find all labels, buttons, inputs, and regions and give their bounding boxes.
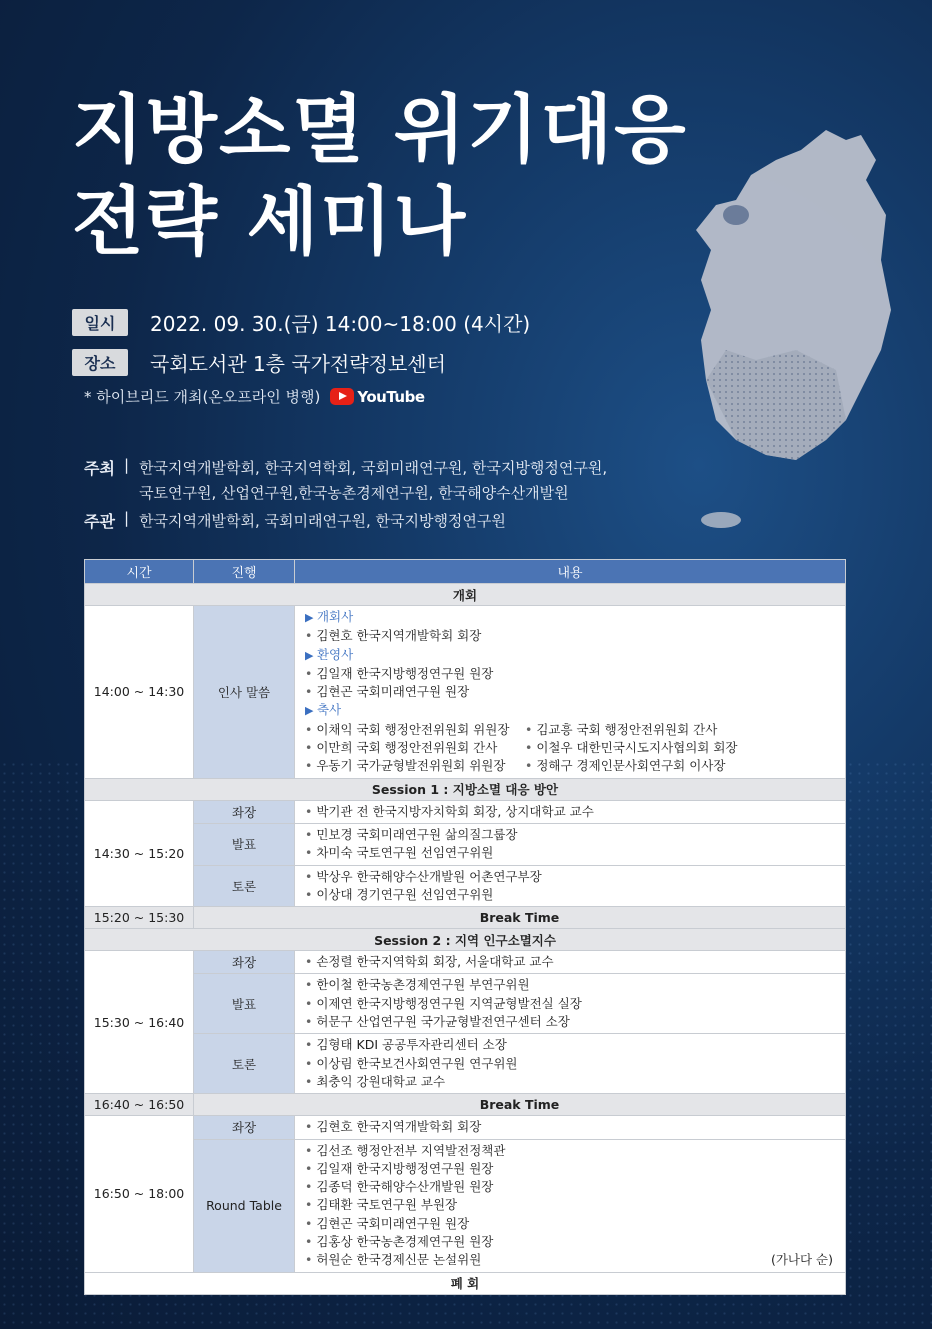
role-cell: 토론 [194, 1034, 295, 1094]
list-item: • 김현곤 국회미래연구원 원장 [305, 1215, 835, 1233]
opening-speech-heading: ▶ 개회사 [305, 608, 835, 627]
congrats-heading: ▶ 축사 [305, 701, 835, 720]
content-cell [295, 606, 846, 779]
break-row: Break Time [194, 1094, 846, 1116]
list-item: • 우동기 국가균형발전위원회 위원장 [305, 757, 525, 775]
time-cell: 14:00 ~ 14:30 [85, 606, 194, 779]
list-item: • 김일재 한국지방행정연구원 원장 [305, 1160, 835, 1178]
role-cell: 토론 [194, 865, 295, 907]
list-item: • 이상림 한국보건사회연구원 연구위원 [305, 1055, 835, 1073]
list-item: • 김현호 한국지역개발학회 회장 [305, 1118, 835, 1136]
content-cell [295, 800, 846, 823]
host-label: 주최 [84, 459, 115, 478]
closing-row: 폐 회 [85, 1272, 846, 1294]
header-time: 시간 [85, 560, 194, 584]
order-note: (가나다 순) [770, 1251, 833, 1267]
list-item: • 이상대 경기연구원 선임연구위원 [305, 886, 835, 904]
role-cell: 발표 [194, 823, 295, 865]
title-line-2: 전략 세미나 [72, 179, 468, 265]
korea-map-illustration [676, 120, 906, 540]
content-cell [295, 1034, 846, 1094]
break-time-cell: 15:20 ~ 15:30 [85, 907, 194, 929]
list-item: • 허문구 산업연구원 국가균형발전연구센터 소장 [305, 1013, 835, 1031]
role-cell: 좌장 [194, 800, 295, 823]
time-cell: 16:50 ~ 18:00 [85, 1116, 194, 1272]
youtube-logo [330, 388, 424, 406]
header-role: 진행 [194, 560, 295, 584]
content-cell [295, 865, 846, 907]
place-row [72, 348, 446, 377]
content-cell [295, 974, 846, 1034]
hybrid-note [84, 386, 425, 407]
header-content: 내용 [295, 560, 846, 584]
organizer-text: 한국지역개발학회, 국회미래연구원, 한국지방행정연구원 [139, 512, 506, 530]
list-item: • 김일재 한국지방행정연구원 원장 [305, 665, 835, 683]
hybrid-note-text: * 하이브리드 개최(온오프라인 병행) [84, 388, 321, 406]
place-text: 국회도서관 1층 국가전략정보센터 [150, 352, 446, 376]
list-item: • 손정렬 한국지역학회 회장, 서울대학교 교수 [305, 953, 835, 971]
list-item: • 한이철 한국농촌경제연구원 부연구위원 [305, 976, 835, 994]
table-header-row [85, 560, 846, 584]
role-cell: 인사 말씀 [194, 606, 295, 779]
session1-row: Session 1 : 지방소멸 대응 방안 [85, 778, 846, 800]
list-item: • 차미숙 국토연구원 선임연구위원 [305, 844, 835, 862]
content-cell [295, 1139, 846, 1272]
host-block [84, 456, 607, 506]
poster-title [72, 84, 688, 268]
list-item: • 김종덕 한국해양수산개발원 원장 [305, 1178, 835, 1196]
date-tag: 일시 [72, 309, 128, 336]
place-tag: 장소 [72, 349, 128, 376]
date-text: 2022. 09. 30.(금) 14:00~18:00 (4시간) [150, 312, 531, 336]
list-item: • 김현호 한국지역개발학회 회장 [305, 627, 835, 645]
list-item: • 김교흥 국회 행정안전위원회 간사 [525, 721, 745, 739]
divider: | [124, 509, 130, 527]
date-row [72, 308, 530, 337]
time-cell: 15:30 ~ 16:40 [85, 951, 194, 1094]
program-table [84, 559, 846, 1295]
list-item: • 김현곤 국회미래연구원 원장 [305, 683, 835, 701]
list-item: • 이제연 한국지방행정연구원 지역균형발전실 실장 [305, 995, 835, 1013]
list-item: • 김홍상 한국농촌경제연구원 원장 [305, 1233, 835, 1251]
youtube-label: YouTube [357, 387, 425, 406]
list-item: • 이철우 대한민국시도지사협의회 회장 [525, 739, 745, 757]
list-item: • 정해구 경제인문사회연구회 이사장 [525, 757, 745, 775]
list-item: • 민보경 국회미래연구원 삶의질그룹장 [305, 826, 835, 844]
content-cell [295, 823, 846, 865]
title-line-1: 지방소멸 위기대응 [72, 87, 688, 173]
host-line-1: 한국지역개발학회, 한국지역학회, 국회미래연구원, 한국지방행정연구원, [139, 459, 608, 477]
role-cell: 좌장 [194, 1116, 295, 1139]
list-item: • 김선조 행정안전부 지역발전정책관 [305, 1142, 835, 1160]
list-item: • 김형태 KDI 공공투자관리센터 소장 [305, 1036, 835, 1054]
role-cell: 발표 [194, 974, 295, 1034]
break-row: Break Time [194, 907, 846, 929]
list-item: • 박상우 한국해양수산개발원 어촌연구부장 [305, 868, 835, 886]
list-item: • 허원순 한국경제신문 논설위원 [305, 1251, 835, 1269]
list-item: • 이만희 국회 행정안전위원회 간사 [305, 739, 525, 757]
host-line-2: 국토연구원, 산업연구원,한국농촌경제연구원, 한국해양수산개발원 [139, 484, 569, 502]
organizer-block [84, 509, 506, 534]
list-item: • 최충익 강원대학교 교수 [305, 1073, 835, 1091]
time-cell: 14:30 ~ 15:20 [85, 800, 194, 906]
session2-row: Session 2 : 지역 인구소멸지수 [85, 929, 846, 951]
youtube-play-icon [330, 388, 354, 405]
welcome-heading: ▶ 환영사 [305, 646, 835, 665]
organizer-label: 주관 [84, 512, 115, 531]
list-item: • 박기관 전 한국지방자치학회 회장, 상지대학교 교수 [305, 803, 835, 821]
role-cell: 좌장 [194, 951, 295, 974]
list-item: • 김태환 국토연구원 부원장 [305, 1196, 835, 1214]
role-cell: Round Table [194, 1139, 295, 1272]
content-cell [295, 1116, 846, 1139]
opening-row: 개회 [85, 584, 846, 606]
divider: | [124, 456, 130, 474]
list-item: • 이채익 국회 행정안전위원회 위원장 [305, 721, 525, 739]
break-time-cell: 16:40 ~ 16:50 [85, 1094, 194, 1116]
content-cell [295, 951, 846, 974]
